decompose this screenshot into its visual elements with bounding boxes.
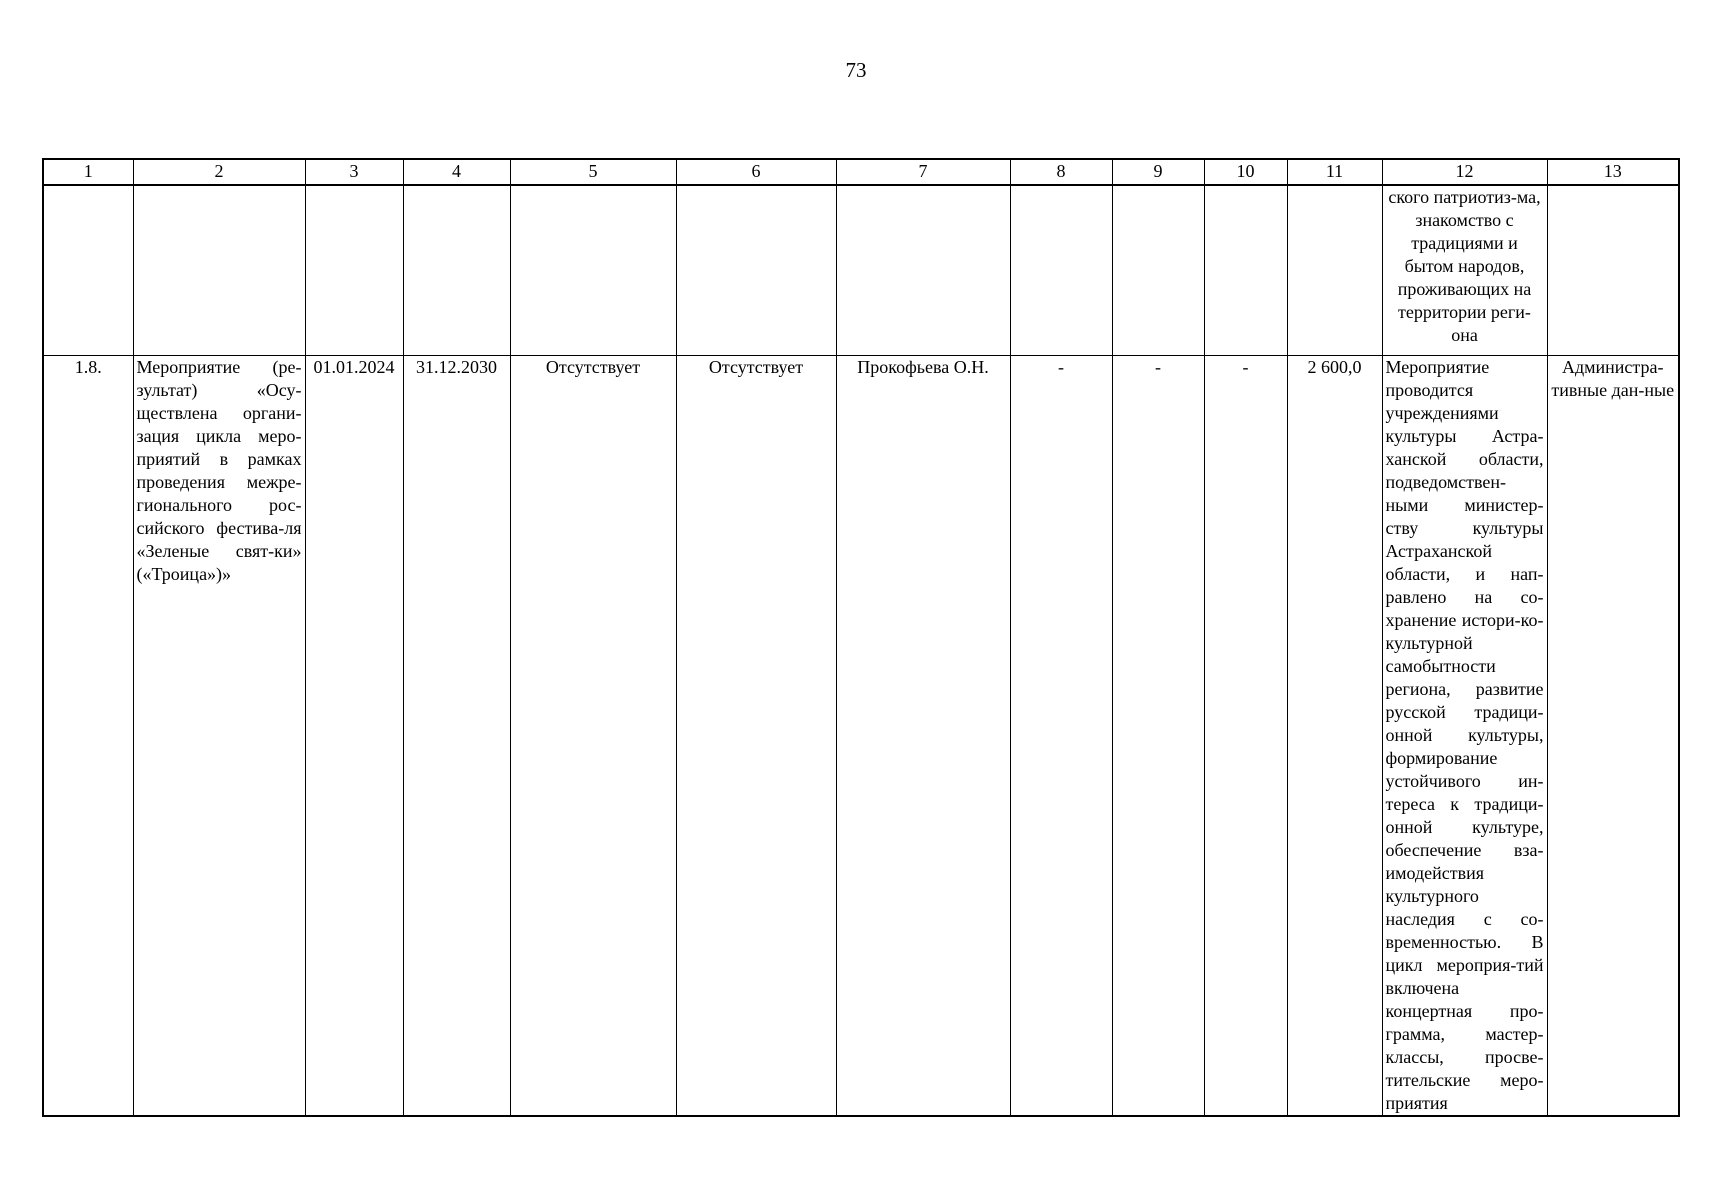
header-cell-10: 10: [1204, 159, 1287, 185]
header-cell-5: 5: [510, 159, 676, 185]
header-cell-1: 1: [43, 159, 133, 185]
continuation-row: [43, 185, 1679, 355]
header-cell-2: 2: [133, 159, 305, 185]
header-cell-6: 6: [676, 159, 836, 185]
cont-cell-8: [1010, 185, 1112, 355]
end-date: 31.12.2030: [403, 355, 510, 1116]
col8-value: -: [1010, 355, 1112, 1116]
header-cell-3: 3: [305, 159, 403, 185]
cont-cell-10: [1204, 185, 1287, 355]
amount-value: 2 600,0: [1287, 355, 1382, 1116]
table-row-1-8: [43, 355, 1679, 1116]
header-cell-4: 4: [403, 159, 510, 185]
cont-cell-1: [43, 185, 133, 355]
header-cell-12: 12: [1382, 159, 1547, 185]
cont-cell-6: [676, 185, 836, 355]
cont-cell-11: [1287, 185, 1382, 355]
cont-cell-2: [133, 185, 305, 355]
cont-cell-4: [403, 185, 510, 355]
cont-cell-7: [836, 185, 1010, 355]
responsible-person: Прокофьева О.Н.: [836, 355, 1010, 1116]
header-cell-8: 8: [1010, 159, 1112, 185]
data-table: [42, 158, 1680, 1117]
page-number: 73: [845, 58, 867, 82]
col5-value: Отсутствует: [510, 355, 676, 1116]
col9-value: -: [1112, 355, 1204, 1116]
header-cell-11: 11: [1287, 159, 1382, 185]
cont-cell-12-text: ского патриотиз-ма, знакомство с традициями и бытом народов, проживающих на территории реги-она: [1382, 185, 1547, 355]
measure-name: Мероприятие (ре-зультат) «Осу-ществлена органи-зация цикла меро-приятий в рамках проведения межре-гионального рос-сийского фестива-ля «Зеленые свят-ки» («Троица»)»: [133, 355, 305, 1116]
cont-cell-13: [1547, 185, 1679, 355]
data-source: Администра-тивные дан-ные: [1547, 355, 1679, 1116]
header-cell-13: 13: [1547, 159, 1679, 185]
cont-cell-5: [510, 185, 676, 355]
measure-description: Мероприятие проводится учреждениями культуры Астра-ханской области, подведомствен-ными министер-ству культуры Астраханской области, и нап-равлено на со-хранение истори-ко-культурной самобытности региона, развитие русской традици-онной культуры, формирование устойчивого ин-тереса к традици-онной культуре, обеспечение вза-имодействия культурного наследия с со-временностью. В цикл мероприя-тий включена концертная про-грамма, мастер-классы, просве-тительские меро-приятия: [1382, 355, 1547, 1116]
col6-value: Отсутствует: [676, 355, 836, 1116]
header-cell-9: 9: [1112, 159, 1204, 185]
cont-cell-9: [1112, 185, 1204, 355]
start-date: 01.01.2024: [305, 355, 403, 1116]
header-row: [43, 159, 1679, 185]
cont-cell-3: [305, 185, 403, 355]
header-cell-7: 7: [836, 159, 1010, 185]
col10-value: -: [1204, 355, 1287, 1116]
row-number: 1.8.: [43, 355, 133, 1116]
